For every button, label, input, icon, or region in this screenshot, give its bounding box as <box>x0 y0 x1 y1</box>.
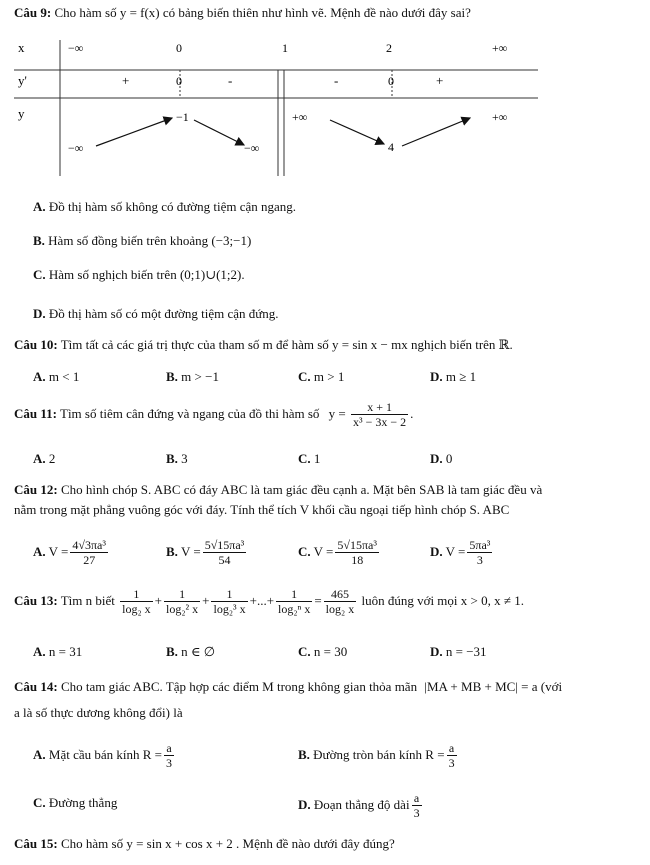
q9-option-a[interactable] <box>33 200 296 215</box>
fraction-denominator: log₂² x <box>166 602 199 617</box>
option-text: m > −1 <box>181 369 219 384</box>
rhs-fraction <box>324 587 357 617</box>
option-fraction <box>203 538 247 568</box>
q10-stem <box>14 338 513 353</box>
fraction-denominator: x³ − 3x − 2 <box>353 415 407 430</box>
option-lhs: V = <box>48 544 69 560</box>
option-letter: A. <box>33 451 46 466</box>
fraction-denominator: log₂³ x <box>213 602 246 617</box>
q11-option-c[interactable] <box>298 452 320 467</box>
option-text: Đường tròn bán kính R = <box>313 747 445 763</box>
y-value: −1 <box>176 110 189 124</box>
q12-stem-line1 <box>14 483 542 498</box>
q13-option-d[interactable] <box>430 645 487 660</box>
q10-option-c[interactable] <box>298 370 344 385</box>
option-letter: D. <box>430 644 443 659</box>
decrease-arrow <box>330 120 384 144</box>
fraction-denominator: 3 <box>448 756 455 771</box>
q11-stem: Câu 11: Tìm số tiêm cân đứng và ngang của đồ thi hàm số y = $\frac{x + 1}{\text{x³ − 3x − 2}}$ . <box>14 400 414 430</box>
option-letter: C. <box>298 544 311 560</box>
option-text: Đồ thị hàm số có một đường tiệm cận đứng. <box>48 306 279 321</box>
question-text: Tìm n biết <box>60 593 115 609</box>
sign: + <box>122 73 130 88</box>
decrease-arrow <box>194 120 244 145</box>
question-label: Câu 12: <box>14 482 58 497</box>
x-value: 0 <box>176 41 182 55</box>
y-label: y <box>18 106 25 121</box>
q9-option-b[interactable] <box>33 234 251 249</box>
option-fraction <box>447 741 457 771</box>
option-letter: C. <box>298 644 311 659</box>
sign: + <box>436 73 444 88</box>
q11-option-b[interactable] <box>166 452 188 467</box>
option-text: n = 30 <box>313 644 348 659</box>
option-letter: A. <box>33 199 46 214</box>
q9-option-d[interactable] <box>33 307 279 322</box>
q13-stem: Câu 13: Tìm n biết $\frac{1}{\text{log₂ x}}$ + $\frac{1}{\text{log₂² x}}$ + $\frac{1}{\text{log₂³ x}}$ +...+ $\frac{1}{\text{log₂ⁿ x}}$ = $\frac{465}{\text{log₂ x}}$ luôn đúng với mọi x > 0, x ≠ 1. <box>14 587 524 617</box>
question-label: Câu 13: <box>14 593 58 609</box>
y-value: +∞ <box>492 110 508 124</box>
option-letter: A. <box>33 369 46 384</box>
q15-stem <box>14 837 395 852</box>
option-letter: D. <box>430 544 443 560</box>
fraction-numerator: 1 <box>211 587 247 602</box>
sign: 0 <box>176 74 182 88</box>
question-tail: (với <box>540 679 563 694</box>
option-letter: B. <box>33 233 45 248</box>
increase-arrow <box>402 118 470 146</box>
sign: 0 <box>388 74 394 88</box>
y-value: 4 <box>388 140 394 154</box>
q10-option-d[interactable] <box>430 370 476 385</box>
option-letter: B. <box>166 644 178 659</box>
option-fraction <box>164 741 174 771</box>
question-text: Tìm tất cả các giá trị thực của tham số m để hàm số y = sin x − mx nghịch biến trên ℝ. <box>60 337 513 352</box>
option-text: Đường thẳng <box>48 795 118 810</box>
option-text: 0 <box>445 451 453 466</box>
q12-option-b[interactable] <box>166 538 248 568</box>
x-value: −∞ <box>68 41 84 55</box>
function-fraction <box>351 400 408 430</box>
x-label: x <box>18 40 25 55</box>
option-text: n = 31 <box>48 644 83 659</box>
variation-table <box>0 0 650 200</box>
q11-option-d[interactable] <box>430 452 452 467</box>
q14-option-b[interactable] <box>298 741 459 771</box>
fraction-denominator: log₂ⁿ x <box>278 602 311 617</box>
option-lhs: V = <box>445 544 466 560</box>
log-term <box>120 587 153 617</box>
log-term <box>276 587 312 617</box>
option-text: m ≥ 1 <box>445 369 477 384</box>
y-value: −∞ <box>244 141 260 155</box>
option-letter: B. <box>166 369 178 384</box>
fraction-denominator: log₂ x <box>122 602 151 617</box>
q9-option-c[interactable] <box>33 268 245 283</box>
option-letter: B. <box>298 747 310 763</box>
q12-option-c[interactable] <box>298 538 381 568</box>
x-value: 1 <box>282 41 288 55</box>
function-lhs: y = <box>328 406 346 422</box>
option-letter: C. <box>298 451 311 466</box>
question-text: Cho tam giác ABC. Tập hợp các điểm M trong không gian thỏa mãn <box>60 679 418 694</box>
option-fraction <box>335 538 379 568</box>
option-letter: D. <box>298 797 311 813</box>
option-text: Hàm số nghịch biến trên (0;1)∪(1;2). <box>48 267 245 282</box>
option-fraction <box>70 538 108 568</box>
question-label: Câu 10: <box>14 337 58 352</box>
question-text: Cho hàm số y = f(x) có bảng biến thiên như hình vẽ. Mệnh đề nào dưới đây sai? <box>54 5 471 20</box>
option-lhs: V = <box>180 544 201 560</box>
option-text: m > 1 <box>313 369 345 384</box>
fraction-numerator: a <box>412 791 422 806</box>
option-letter: D. <box>430 369 443 384</box>
q10-option-b[interactable] <box>166 370 219 385</box>
fraction-numerator: a <box>164 741 174 756</box>
option-text: 1 <box>313 451 321 466</box>
log-term <box>211 587 247 617</box>
option-letter: B. <box>166 451 178 466</box>
q14-stem-line2: a là số thực dương không đổi) là <box>14 705 183 720</box>
option-letter: A. <box>33 544 46 560</box>
option-letter: C. <box>298 369 311 384</box>
fraction-denominator: log₂ x <box>325 602 355 617</box>
option-text: m < 1 <box>48 369 80 384</box>
sign: - <box>228 73 233 88</box>
fraction-denominator: 27 <box>83 553 96 568</box>
q14-stem-line1 <box>14 680 562 695</box>
option-text: Mặt cầu bán kính R = <box>48 747 163 763</box>
fraction-numerator: a <box>447 741 457 756</box>
y-value: −∞ <box>68 141 84 155</box>
q10-option-a[interactable] <box>33 370 79 385</box>
option-text: n = −31 <box>445 644 487 659</box>
ellipsis: +...+ <box>249 593 275 609</box>
q14-option-c[interactable] <box>33 796 117 811</box>
yprime-label: y' <box>18 73 27 88</box>
fraction-numerator: 5√15πa³ <box>337 538 377 552</box>
q11-option-a[interactable] <box>33 452 55 467</box>
option-fraction <box>467 538 492 568</box>
fraction-numerator: 1 <box>276 587 312 602</box>
q14-option-a[interactable] <box>33 741 176 771</box>
q13-option-a[interactable] <box>33 645 82 660</box>
option-letter: D. <box>33 306 46 321</box>
x-value: 2 <box>386 41 392 55</box>
option-text: Đoạn thẳng độ dài <box>313 797 410 813</box>
question-tail: luôn đúng với mọi x > 0, x ≠ 1. <box>361 593 524 609</box>
fraction-numerator: 5√15πa³ <box>204 538 245 552</box>
question-label: Câu 15: <box>14 836 58 851</box>
option-letter: B. <box>166 544 178 560</box>
option-text: Hàm số đồng biến trên khoảng (−3;−1) <box>48 233 252 248</box>
option-text: 3 <box>181 451 188 466</box>
fraction-numerator: 4√3πa³ <box>72 538 106 552</box>
x-value: +∞ <box>492 41 508 55</box>
fraction-numerator: 1 <box>164 587 200 602</box>
fraction-numerator: 1 <box>120 587 153 602</box>
question-text: Cho hình chóp S. ABC có đáy ABC là tam giác đều cạnh a. Mặt bên SAB là tam giác đều và <box>60 482 543 497</box>
question-label: Câu 14: <box>14 679 58 694</box>
fraction-denominator: 3 <box>476 553 483 568</box>
option-text: Đồ thị hàm số không có đường tiệm cận ngang. <box>48 199 297 214</box>
question-text: Tìm số tiêm cân đứng và ngang của đồ thi hàm số <box>60 406 320 422</box>
fraction-numerator: x + 1 <box>351 400 408 415</box>
fraction-denominator: 54 <box>218 553 231 568</box>
fraction-denominator: 3 <box>413 806 420 821</box>
q14-option-d[interactable] <box>298 791 424 821</box>
q12-stem-line2: nằm trong mặt phẳng vuông góc với đáy. Tính thể tích V khối cầu ngoại tiếp hình chóp S. ABC <box>14 502 510 517</box>
fraction-denominator: 18 <box>351 553 364 568</box>
option-letter: D. <box>430 451 443 466</box>
fraction-denominator: 3 <box>166 756 173 771</box>
log-term <box>164 587 200 617</box>
fraction-numerator: 465 <box>324 587 357 602</box>
option-letter: A. <box>33 747 46 763</box>
y-value: +∞ <box>292 110 308 124</box>
option-fraction <box>412 791 422 821</box>
q12-option-d[interactable] <box>430 538 494 568</box>
vector-expression: |MA + MB + MC| = a <box>424 679 538 694</box>
option-letter: C. <box>33 267 46 282</box>
option-lhs: V = <box>313 544 334 560</box>
option-letter: C. <box>33 795 46 810</box>
question-label: Câu 9: <box>14 5 52 20</box>
q13-option-c[interactable] <box>298 645 347 660</box>
option-text: 2 <box>48 451 56 466</box>
fraction-numerator: 5πa³ <box>469 538 491 552</box>
question-text: Cho hàm số y = sin x + cos x + 2 . Mệnh đề nào dưới đây đúng? <box>60 836 395 851</box>
q12-option-a[interactable] <box>33 538 110 568</box>
sign: - <box>334 73 339 88</box>
q13-option-b[interactable] <box>166 645 215 660</box>
increase-arrow <box>96 118 172 146</box>
option-text: n ∈ ∅ <box>181 644 216 659</box>
question-label: Câu 11: <box>14 406 57 422</box>
option-letter: A. <box>33 644 46 659</box>
